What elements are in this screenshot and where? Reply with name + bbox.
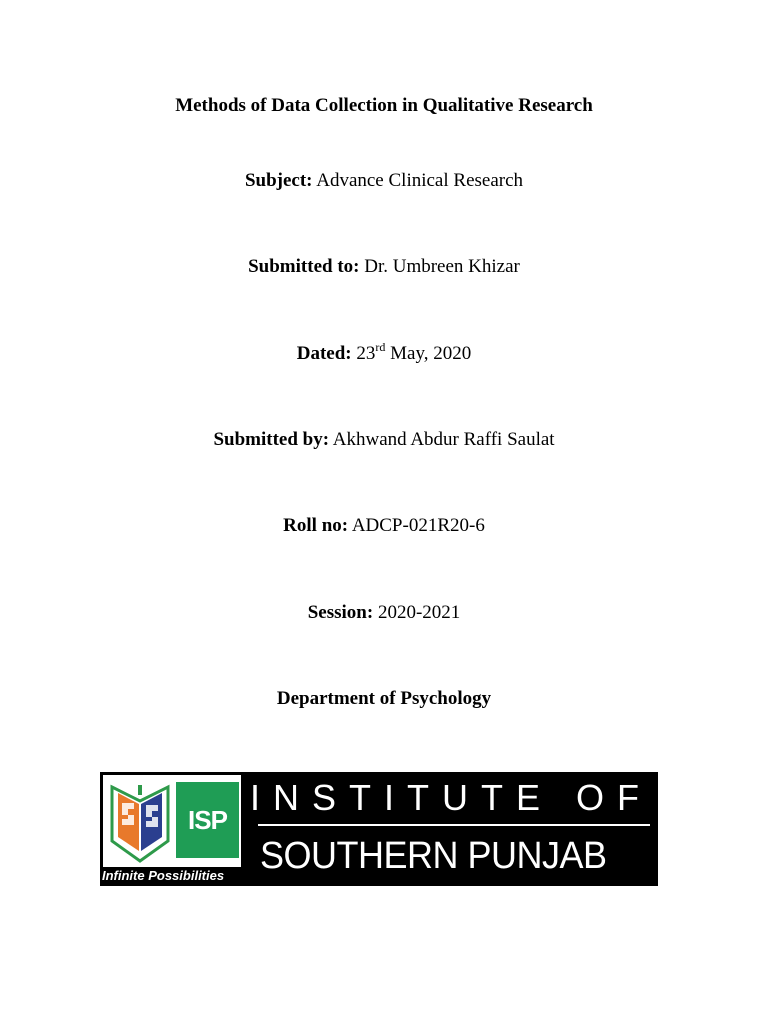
institute-logo-banner [100, 772, 658, 886]
submitted-to-line [0, 255, 768, 279]
dated-line [0, 342, 768, 366]
subject-label: Subject: [244, 170, 313, 191]
dated-suffix: rd [375, 340, 386, 354]
document-title: Methods of Data Collection in Qualitative Research [175, 95, 593, 116]
dated-rest: May, 2020 [390, 343, 472, 364]
logo-southern-punjab: SOUTHERN PUNJAB [260, 833, 607, 877]
dated-label: Dated: [296, 343, 352, 364]
submitted-by-label: Submitted by: [213, 429, 330, 450]
roll-no-label: Roll no: [283, 515, 349, 536]
isp-mark: ISP [176, 782, 239, 858]
submitted-to-value: Dr. Umbreen Khizar [364, 256, 520, 277]
subject-line [0, 169, 768, 193]
submitted-by-value: Akhwand Abdur Raffi Saulat [332, 429, 555, 450]
logo-tagline: Infinite Possibilities [100, 867, 246, 885]
session-label: Session: [307, 602, 374, 623]
department-name: Department of Psychology [276, 688, 492, 709]
subject-value: Advance Clinical Research [316, 170, 524, 191]
session-value: 2020-2021 [377, 602, 461, 623]
dated-day: 23 [356, 343, 376, 364]
submitted-to-label: Submitted to: [248, 256, 360, 277]
session-line [0, 601, 768, 625]
roll-no-value: ADCP-021R20-6 [351, 515, 485, 536]
roll-no-line [0, 514, 768, 538]
logo-institute-of: INSTITUTE OF [250, 777, 652, 818]
submitted-by-line [0, 428, 768, 452]
shield-emblem-icon [108, 781, 172, 867]
logo-divider [258, 824, 650, 826]
